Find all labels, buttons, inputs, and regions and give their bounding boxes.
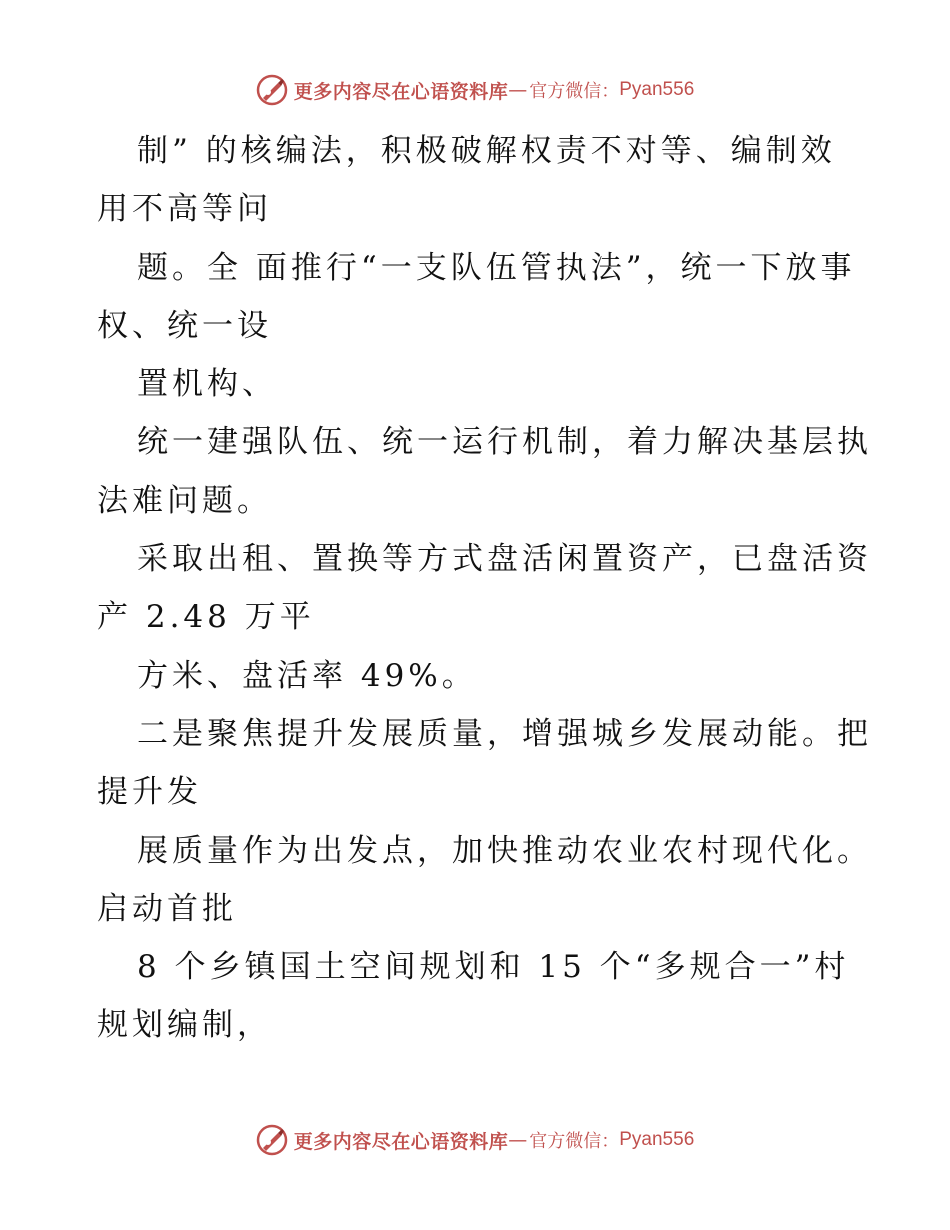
watermark-wechat-id: Pyan556 bbox=[619, 79, 695, 100]
text-line: 制” 的核编法，积极破解权责不对等、编制效 bbox=[137, 133, 836, 169]
text-line: 方米、盘活率 49%。 bbox=[137, 657, 477, 694]
text-line: 法难问题。 bbox=[97, 482, 272, 519]
pen-logo-icon bbox=[256, 1124, 288, 1156]
watermark-dash: — bbox=[508, 1129, 528, 1151]
watermark-wechat-label: 官方微信： bbox=[529, 81, 620, 102]
text-line: 展质量作为出发点，加快推动农业农村现代化。 bbox=[137, 832, 872, 869]
text-line: 统一建强队伍、统一运行机制，着力解决基层执 bbox=[137, 424, 872, 461]
pen-logo-icon bbox=[256, 74, 288, 106]
document-body bbox=[97, 122, 872, 1055]
watermark-text: 更多内容尽在心语资料库 bbox=[293, 1130, 509, 1153]
text-line: 置机构、 bbox=[137, 366, 277, 403]
watermark-wechat-id: Pyan556 bbox=[619, 1129, 695, 1150]
header-watermark bbox=[0, 70, 950, 110]
text-line: 题。全 面推行“一支队伍管执法”，统一下放事 bbox=[137, 249, 856, 286]
text-line: 启动首批 bbox=[97, 890, 237, 927]
text-line: 8 个乡镇国土空间规划和 15 个“多规合一”村 bbox=[137, 949, 850, 986]
text-line: 产 2.48 万平 bbox=[97, 599, 315, 636]
text-line: 权、统一设 bbox=[97, 307, 272, 344]
text-line: 二是聚焦提升发展质量，增强城乡发展动能。把 bbox=[137, 715, 872, 752]
watermark-dash: — bbox=[508, 79, 528, 101]
footer-watermark bbox=[0, 1120, 950, 1160]
watermark-text: 更多内容尽在心语资料库 bbox=[293, 80, 509, 103]
text-line: 采取出租、置换等方式盘活闲置资产，已盘活资 bbox=[137, 541, 872, 578]
text-line: 提升发 bbox=[97, 774, 202, 811]
text-line: 用不高等问 bbox=[97, 191, 272, 228]
text-line: 规划编制， bbox=[97, 1007, 272, 1044]
watermark-wechat-label: 官方微信： bbox=[529, 1131, 620, 1152]
